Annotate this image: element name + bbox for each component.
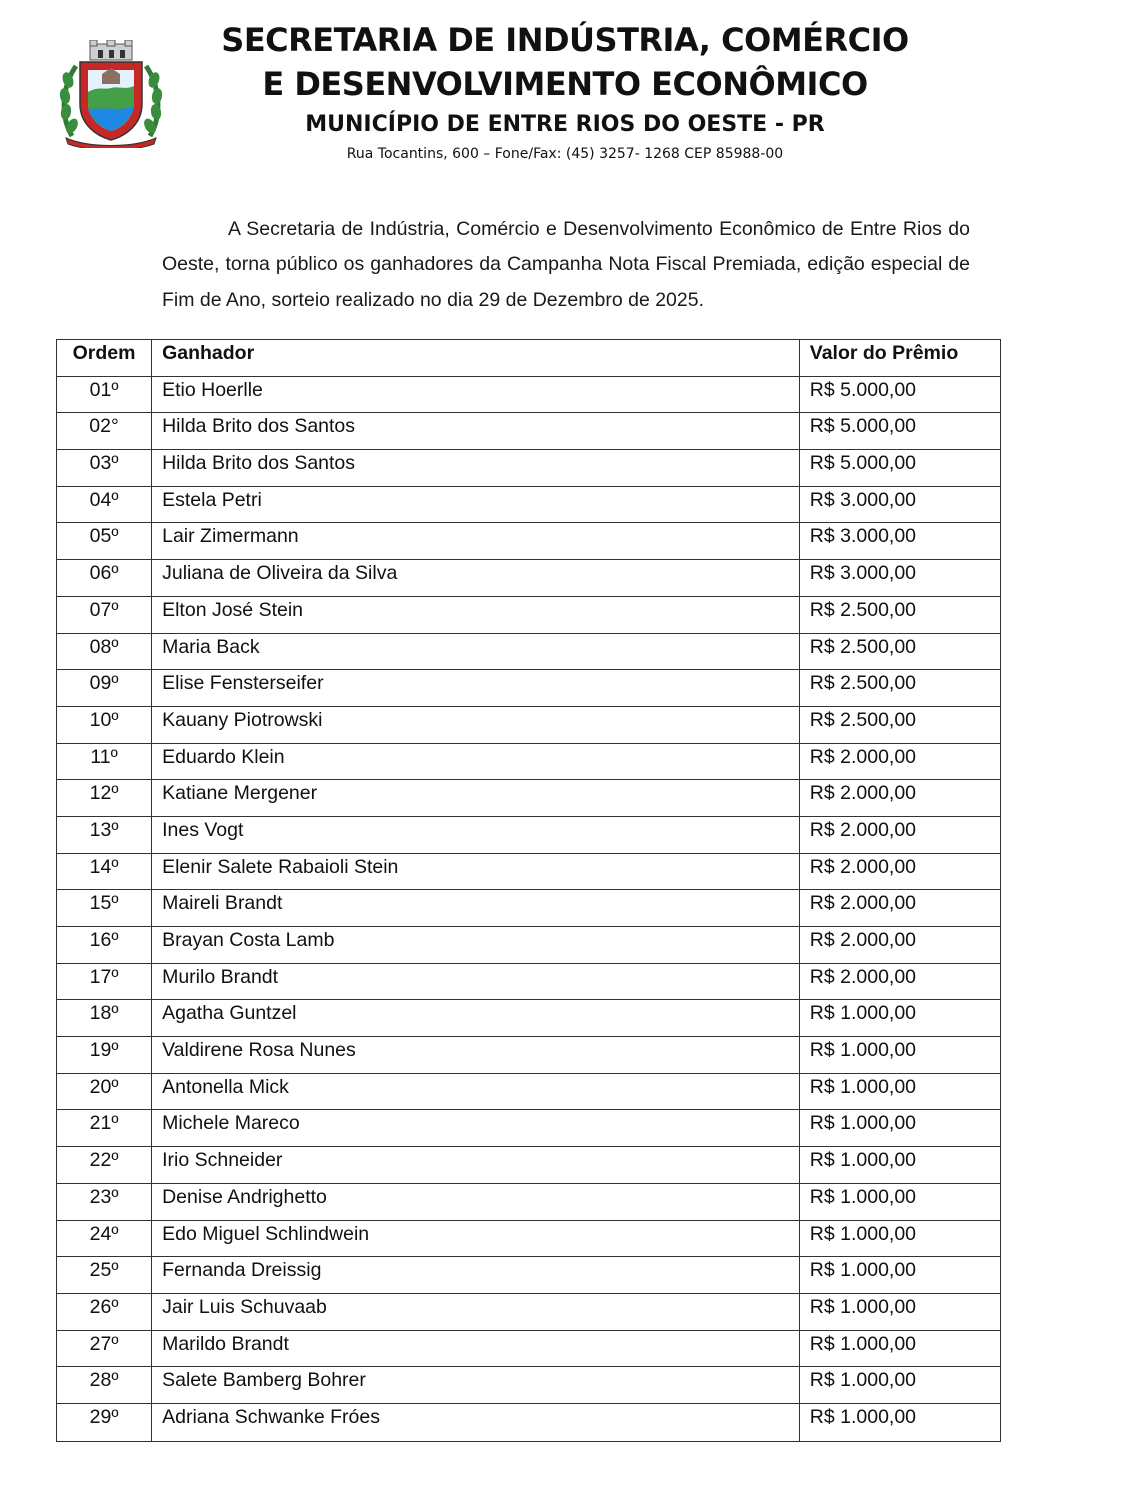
cell-valor: R$ 2.000,00 <box>799 890 1000 927</box>
cell-ganhador: Murilo Brandt <box>152 963 800 1000</box>
cell-valor: R$ 2.000,00 <box>799 780 1000 817</box>
table-row <box>57 486 1001 523</box>
table-row <box>57 376 1001 413</box>
cell-ordem: 08º <box>57 633 152 670</box>
table-row <box>57 890 1001 927</box>
cell-ganhador: Irio Schneider <box>152 1147 800 1184</box>
cell-ordem: 02° <box>57 413 152 450</box>
cell-valor: R$ 1.000,00 <box>799 1220 1000 1257</box>
cell-ordem: 06º <box>57 560 152 597</box>
cell-ganhador: Elenir Salete Rabaioli Stein <box>152 853 800 890</box>
table-header-row <box>57 340 1001 377</box>
table-row <box>57 633 1001 670</box>
cell-valor: R$ 1.000,00 <box>799 1330 1000 1367</box>
table-row <box>57 927 1001 964</box>
cell-ordem: 20º <box>57 1073 152 1110</box>
cell-ganhador: Eduardo Klein <box>152 743 800 780</box>
cell-valor: R$ 2.000,00 <box>799 963 1000 1000</box>
cell-valor: R$ 1.000,00 <box>799 1000 1000 1037</box>
table-row <box>57 1037 1001 1074</box>
table-row <box>57 706 1001 743</box>
cell-valor: R$ 1.000,00 <box>799 1110 1000 1147</box>
cell-ordem: 13º <box>57 816 152 853</box>
cell-ganhador: Etio Hoerlle <box>152 376 800 413</box>
cell-valor: R$ 1.000,00 <box>799 1257 1000 1294</box>
cell-ordem: 22º <box>57 1147 152 1184</box>
cell-valor: R$ 3.000,00 <box>799 486 1000 523</box>
cell-ordem: 04º <box>57 486 152 523</box>
header-ganhador: Ganhador <box>152 340 800 377</box>
table-row <box>57 1403 1001 1441</box>
cell-ganhador: Jair Luis Schuvaab <box>152 1293 800 1330</box>
intro-paragraph: A Secretaria de Indústria, Comércio e Desenvolvimento Econômico de Entre Rios do Oeste, torna público os ganhadores da Campanha Nota Fiscal Premiada, edição especial de Fim de Ano, sorteio realizado no dia 29 de Dezembro de 2025. <box>162 217 970 311</box>
table-row <box>57 816 1001 853</box>
table-row <box>57 1293 1001 1330</box>
cell-ordem: 16º <box>57 927 152 964</box>
table-row <box>57 670 1001 707</box>
cell-ordem: 19º <box>57 1037 152 1074</box>
cell-ordem: 28º <box>57 1367 152 1404</box>
cell-ganhador: Estela Petri <box>152 486 800 523</box>
cell-valor: R$ 2.500,00 <box>799 596 1000 633</box>
table-row <box>57 1220 1001 1257</box>
cell-valor: R$ 2.500,00 <box>799 633 1000 670</box>
table-row <box>57 1330 1001 1367</box>
cell-ganhador: Maria Back <box>152 633 800 670</box>
cell-ganhador: Salete Bamberg Bohrer <box>152 1367 800 1404</box>
municipal-coat-of-arms-icon <box>58 40 164 148</box>
winners-table <box>56 339 1001 1442</box>
cell-ganhador: Valdirene Rosa Nunes <box>152 1037 800 1074</box>
cell-ordem: 25º <box>57 1257 152 1294</box>
cell-valor: R$ 2.500,00 <box>799 706 1000 743</box>
address-line: Rua Tocantins, 600 – Fone/Fax: (45) 3257- 1268 CEP 85988-00 <box>346 146 784 162</box>
cell-ganhador: Adriana Schwanke Fróes <box>152 1403 800 1441</box>
cell-ganhador: Agatha Guntzel <box>152 1000 800 1037</box>
table-row <box>57 1183 1001 1220</box>
cell-ordem: 15º <box>57 890 152 927</box>
cell-valor: R$ 1.000,00 <box>799 1403 1000 1441</box>
cell-valor: R$ 1.000,00 <box>799 1037 1000 1074</box>
cell-valor: R$ 2.500,00 <box>799 670 1000 707</box>
table-row <box>57 596 1001 633</box>
cell-ordem: 07º <box>57 596 152 633</box>
winners-table-body <box>57 376 1001 1441</box>
cell-valor: R$ 1.000,00 <box>799 1073 1000 1110</box>
cell-ordem: 24º <box>57 1220 152 1257</box>
cell-ordem: 23º <box>57 1183 152 1220</box>
cell-ganhador: Denise Andrighetto <box>152 1183 800 1220</box>
cell-ganhador: Elise Fensterseifer <box>152 670 800 707</box>
cell-ganhador: Maireli Brandt <box>152 890 800 927</box>
table-row <box>57 963 1001 1000</box>
cell-ordem: 18º <box>57 1000 152 1037</box>
cell-ordem: 10º <box>57 706 152 743</box>
cell-ordem: 05º <box>57 523 152 560</box>
cell-ganhador: Marildo Brandt <box>152 1330 800 1367</box>
cell-valor: R$ 2.000,00 <box>799 816 1000 853</box>
cell-ordem: 14º <box>57 853 152 890</box>
table-row <box>57 560 1001 597</box>
cell-ordem: 17º <box>57 963 152 1000</box>
cell-ganhador: Katiane Mergener <box>152 780 800 817</box>
cell-ordem: 03º <box>57 450 152 487</box>
table-row <box>57 1073 1001 1110</box>
cell-ordem: 29º <box>57 1403 152 1441</box>
cell-ordem: 01º <box>57 376 152 413</box>
cell-ganhador: Juliana de Oliveira da Silva <box>152 560 800 597</box>
table-row <box>57 743 1001 780</box>
cell-ganhador: Michele Mareco <box>152 1110 800 1147</box>
cell-valor: R$ 1.000,00 <box>799 1183 1000 1220</box>
cell-valor: R$ 5.000,00 <box>799 413 1000 450</box>
cell-ganhador: Brayan Costa Lamb <box>152 927 800 964</box>
cell-ganhador: Elton José Stein <box>152 596 800 633</box>
municipality-name: MUNICÍPIO DE ENTRE RIOS DO OESTE - PR <box>305 112 825 137</box>
cell-ganhador: Edo Miguel Schlindwein <box>152 1220 800 1257</box>
cell-ordem: 21º <box>57 1110 152 1147</box>
table-row <box>57 853 1001 890</box>
table-row <box>57 523 1001 560</box>
cell-valor: R$ 1.000,00 <box>799 1367 1000 1404</box>
header-valor: Valor do Prêmio <box>799 340 1000 377</box>
cell-valor: R$ 1.000,00 <box>799 1293 1000 1330</box>
table-row <box>57 1147 1001 1184</box>
cell-ordem: 11º <box>57 743 152 780</box>
cell-ordem: 26º <box>57 1293 152 1330</box>
header-ordem: Ordem <box>57 340 152 377</box>
table-row <box>57 1000 1001 1037</box>
cell-ganhador: Kauany Piotrowski <box>152 706 800 743</box>
cell-valor: R$ 2.000,00 <box>799 853 1000 890</box>
cell-ordem: 09º <box>57 670 152 707</box>
cell-valor: R$ 3.000,00 <box>799 523 1000 560</box>
page-title-line-1: SECRETARIA DE INDÚSTRIA, COMÉRCIO <box>221 21 909 59</box>
page-title-line-2: E DESENVOLVIMENTO ECONÔMICO <box>262 65 868 103</box>
cell-ganhador: Hilda Brito dos Santos <box>152 450 800 487</box>
cell-ganhador: Hilda Brito dos Santos <box>152 413 800 450</box>
cell-valor: R$ 5.000,00 <box>799 450 1000 487</box>
table-row <box>57 1110 1001 1147</box>
cell-ordem: 12º <box>57 780 152 817</box>
cell-valor: R$ 2.000,00 <box>799 927 1000 964</box>
table-row <box>57 450 1001 487</box>
table-row <box>57 1257 1001 1294</box>
table-row <box>57 780 1001 817</box>
cell-valor: R$ 1.000,00 <box>799 1147 1000 1184</box>
cell-ordem: 27º <box>57 1330 152 1367</box>
cell-ganhador: Ines Vogt <box>152 816 800 853</box>
cell-valor: R$ 3.000,00 <box>799 560 1000 597</box>
cell-ganhador: Fernanda Dreissig <box>152 1257 800 1294</box>
letterhead <box>180 18 950 164</box>
cell-valor: R$ 5.000,00 <box>799 376 1000 413</box>
cell-ganhador: Antonella Mick <box>152 1073 800 1110</box>
cell-valor: R$ 2.000,00 <box>799 743 1000 780</box>
table-row <box>57 1367 1001 1404</box>
cell-ganhador: Lair Zimermann <box>152 523 800 560</box>
table-row <box>57 413 1001 450</box>
